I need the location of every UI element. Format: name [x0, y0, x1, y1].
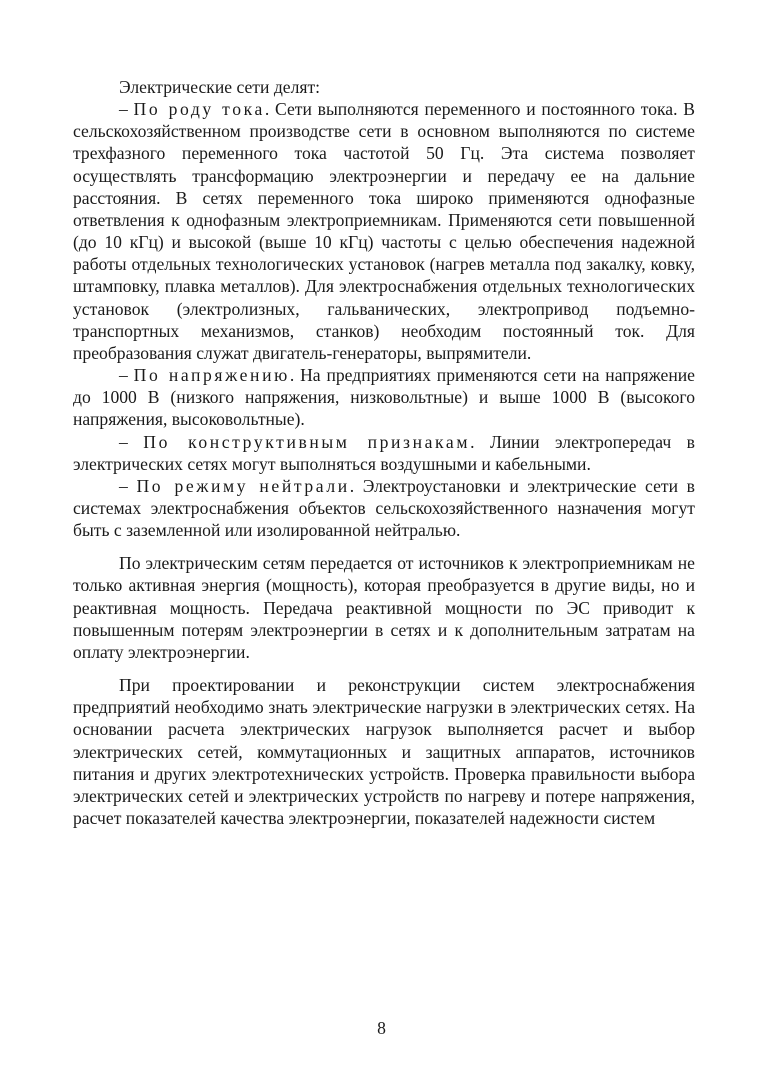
page-body — [73, 76, 695, 829]
current-type-paragraph — [73, 98, 695, 364]
current-type-lead: По роду тока — [133, 99, 265, 120]
voltage-paragraph — [73, 364, 695, 430]
neutral-mode-lead: По режиму нейтрали — [136, 475, 350, 496]
voltage-text: . На предприятиях применяются сети на напряжение до 1000 В (низкого напряжения, низковольтные) и выше 1000 В (высокого напряжения, высоковольтные). — [73, 365, 695, 430]
design-features-dash: – — [119, 431, 144, 452]
design-features-paragraph — [73, 431, 695, 475]
current-type-text: . Сети выполняются переменного и постоянного тока. В сельскохозяйственном производстве сети в основном выполняются по системе трехфазного переменного тока частотой 50 Гц. Эта система позволяет осуществлять трансформацию электроэнергии и передачу ее на дальние расстояния. В сетях переменного тока широко применяются однофазные ответвления к однофазным электроприемникам. Применяются сети повышенной (до 10 кГц) и высокой (выше 10 кГц) частоты с целью обеспечения надежной работы отдельных технологических установок (нагрев металла под закалку, ковку, штамповку, плавка металлов). Для электроснабжения отдельных технологических установок (электролизных, гальванических, электропривод подъемно-транспортных механизмов, станков) необходим постоянный ток. Для преобразования служат двигатель-генераторы, выпрямители. — [73, 99, 695, 363]
intro-text: Электрические сети делят: — [119, 77, 321, 97]
neutral-mode-dash: – — [119, 475, 137, 496]
design-features-lead: По конструктивным признакам — [143, 431, 471, 452]
voltage-lead: По напряжению — [133, 365, 290, 386]
neutral-mode-paragraph — [73, 475, 695, 541]
design-calculation-paragraph: При проектировании и реконструкции систем электроснабжения предприятий необходимо знать электрические нагрузки в электрических сетях. На основании расчета электрических нагрузок выполняется расчет и выбор электрических сетей, коммутационных и защитных аппаратов, источников питания и других электротехнических устройств. Проверка правильности выбора электрических сетей и электрических устройств по нагреву и потере напряжения, расчет показателей качества электроэнергии, показателей надежности систем — [73, 675, 695, 828]
voltage-dash: – — [119, 365, 134, 386]
reactive-power-paragraph: По электрическим сетям передается от источников к электроприемникам не только активная энергия (мощность), которая преобразуется в другие виды, но и реактивная мощность. Передача реактивной мощности по ЭС приводит к повышенным потерям электроэнергии в сетях и к дополнительным затратам на оплату электроэнергии. — [73, 553, 695, 662]
current-type-dash: – — [119, 99, 134, 120]
page-number: 8 — [377, 1018, 386, 1038]
intro-paragraph — [73, 76, 695, 98]
neutral-mode-text: . Электроустановки и электрические сети в системах электроснабжения объектов сельскохозяйственного назначения могут быть с заземленной или изолированной нейтралью. — [73, 475, 695, 541]
design-features-text: . Линии электропередач в электрических сетях могут выполняться воздушными и кабельными. — [73, 431, 695, 474]
